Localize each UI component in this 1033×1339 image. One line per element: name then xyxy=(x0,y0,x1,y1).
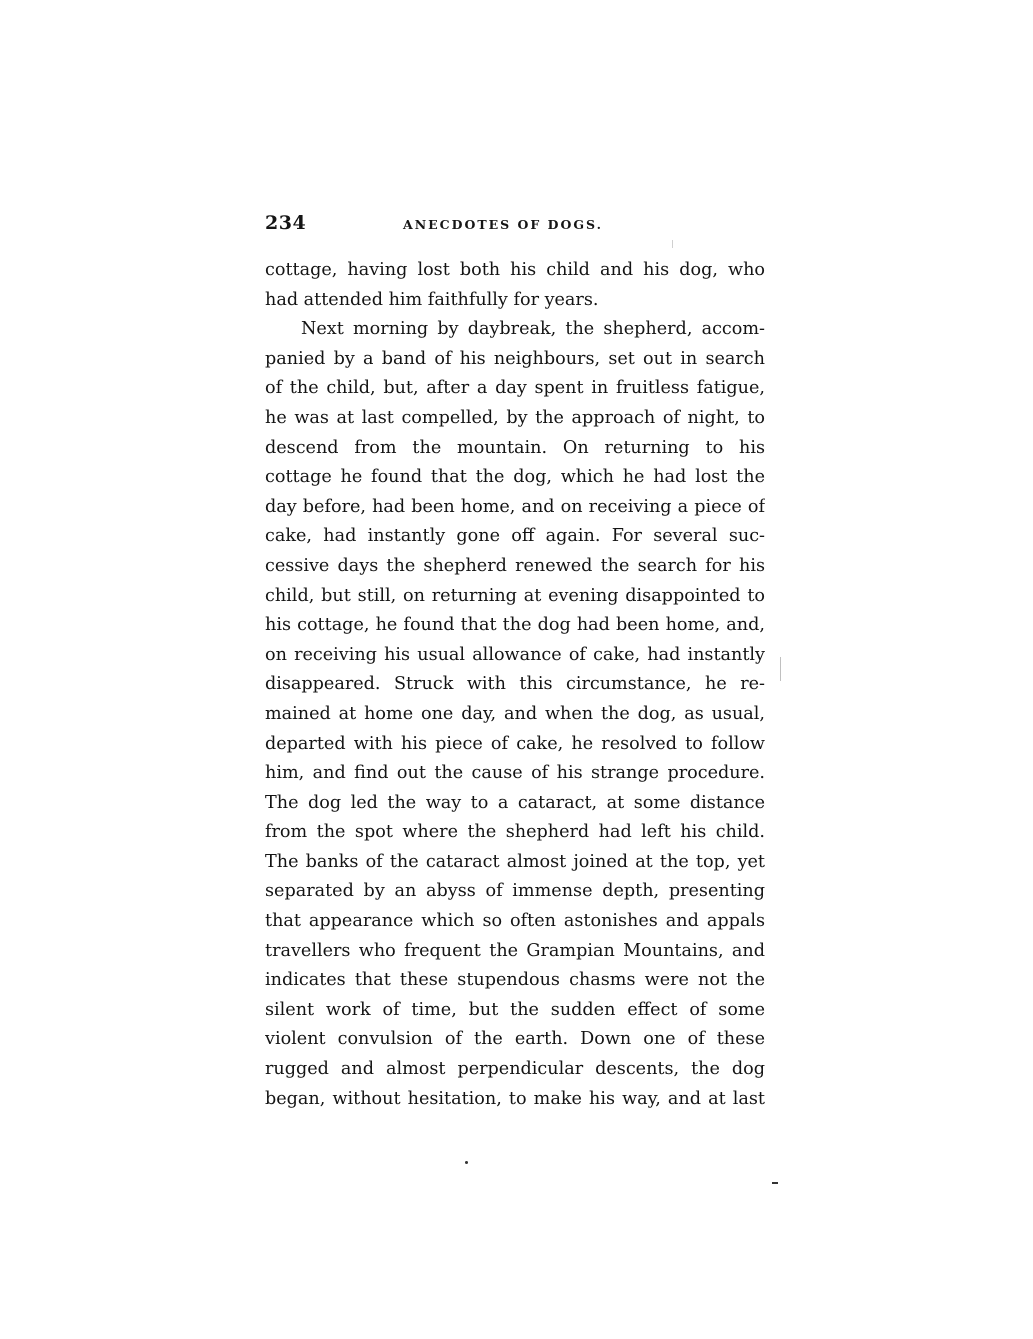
text-line: separated by an abyss of immense depth, presenting xyxy=(265,881,765,902)
text-line: departed with his piece of cake, he resolved to follow xyxy=(265,733,765,754)
text-line: day before, had been home, and on receiving a piece of xyxy=(265,496,765,517)
text-line: had attended him faithfully for years. xyxy=(265,289,599,310)
text-line: descend from the mountain. On returning to his xyxy=(265,437,765,458)
text-line: violent convulsion of the earth. Down one of these xyxy=(265,1029,765,1050)
text-line: child, but still, on returning at evening disappointed to xyxy=(265,585,765,606)
text-line: he was at last compelled, by the approach of night, to xyxy=(265,407,765,428)
text-line: cessive days the shepherd renewed the search for his xyxy=(265,555,765,576)
scan-speck xyxy=(772,1182,778,1184)
text-line: cake, had instantly gone off again. For several suc- xyxy=(265,526,765,547)
running-title: ANECDOTES OF DOGS. xyxy=(403,217,603,232)
scan-speck xyxy=(465,1161,468,1164)
body-text xyxy=(265,256,765,1114)
text-line: on receiving his usual allowance of cake, had instantly xyxy=(265,644,765,665)
text-line: panied by a band of his neighbours, set out in search xyxy=(265,348,765,369)
text-line: rugged and almost perpendicular descents, the dog xyxy=(265,1059,765,1080)
text-line: disappeared. Struck with this circumstance, he re- xyxy=(265,674,765,695)
text-line: silent work of time, but the sudden effect of some xyxy=(265,999,765,1020)
page-header xyxy=(265,212,780,240)
text-line: Next morning by daybreak, the shepherd, accom- xyxy=(301,319,765,340)
text-line: cottage he found that the dog, which he had lost the xyxy=(265,467,765,488)
text-line: of the child, but, after a day spent in fruitless fatigue, xyxy=(265,378,765,399)
scan-speck xyxy=(672,240,673,248)
text-line: The dog led the way to a cataract, at some distance xyxy=(265,792,765,813)
text-line: indicates that these stupendous chasms were not the xyxy=(265,970,765,991)
text-line: The banks of the cataract almost joined at the top, yet xyxy=(265,851,765,872)
page-number: 234 xyxy=(265,212,307,234)
text-line: from the spot where the shepherd had left his child. xyxy=(265,822,765,843)
text-line: travellers who frequent the Grampian Mountains, and xyxy=(265,940,765,961)
text-line: began, without hesitation, to make his way, and at last xyxy=(265,1088,765,1109)
text-line: him, and find out the cause of his strange procedure. xyxy=(265,763,765,784)
text-line: that appearance which so often astonishes and appals xyxy=(265,911,765,932)
margin-mark xyxy=(780,657,781,681)
text-line: mained at home one day, and when the dog, as usual, xyxy=(265,703,765,724)
text-line: his cottage, he found that the dog had been home, and, xyxy=(265,615,765,636)
text-line: cottage, having lost both his child and his dog, who xyxy=(265,260,765,280)
